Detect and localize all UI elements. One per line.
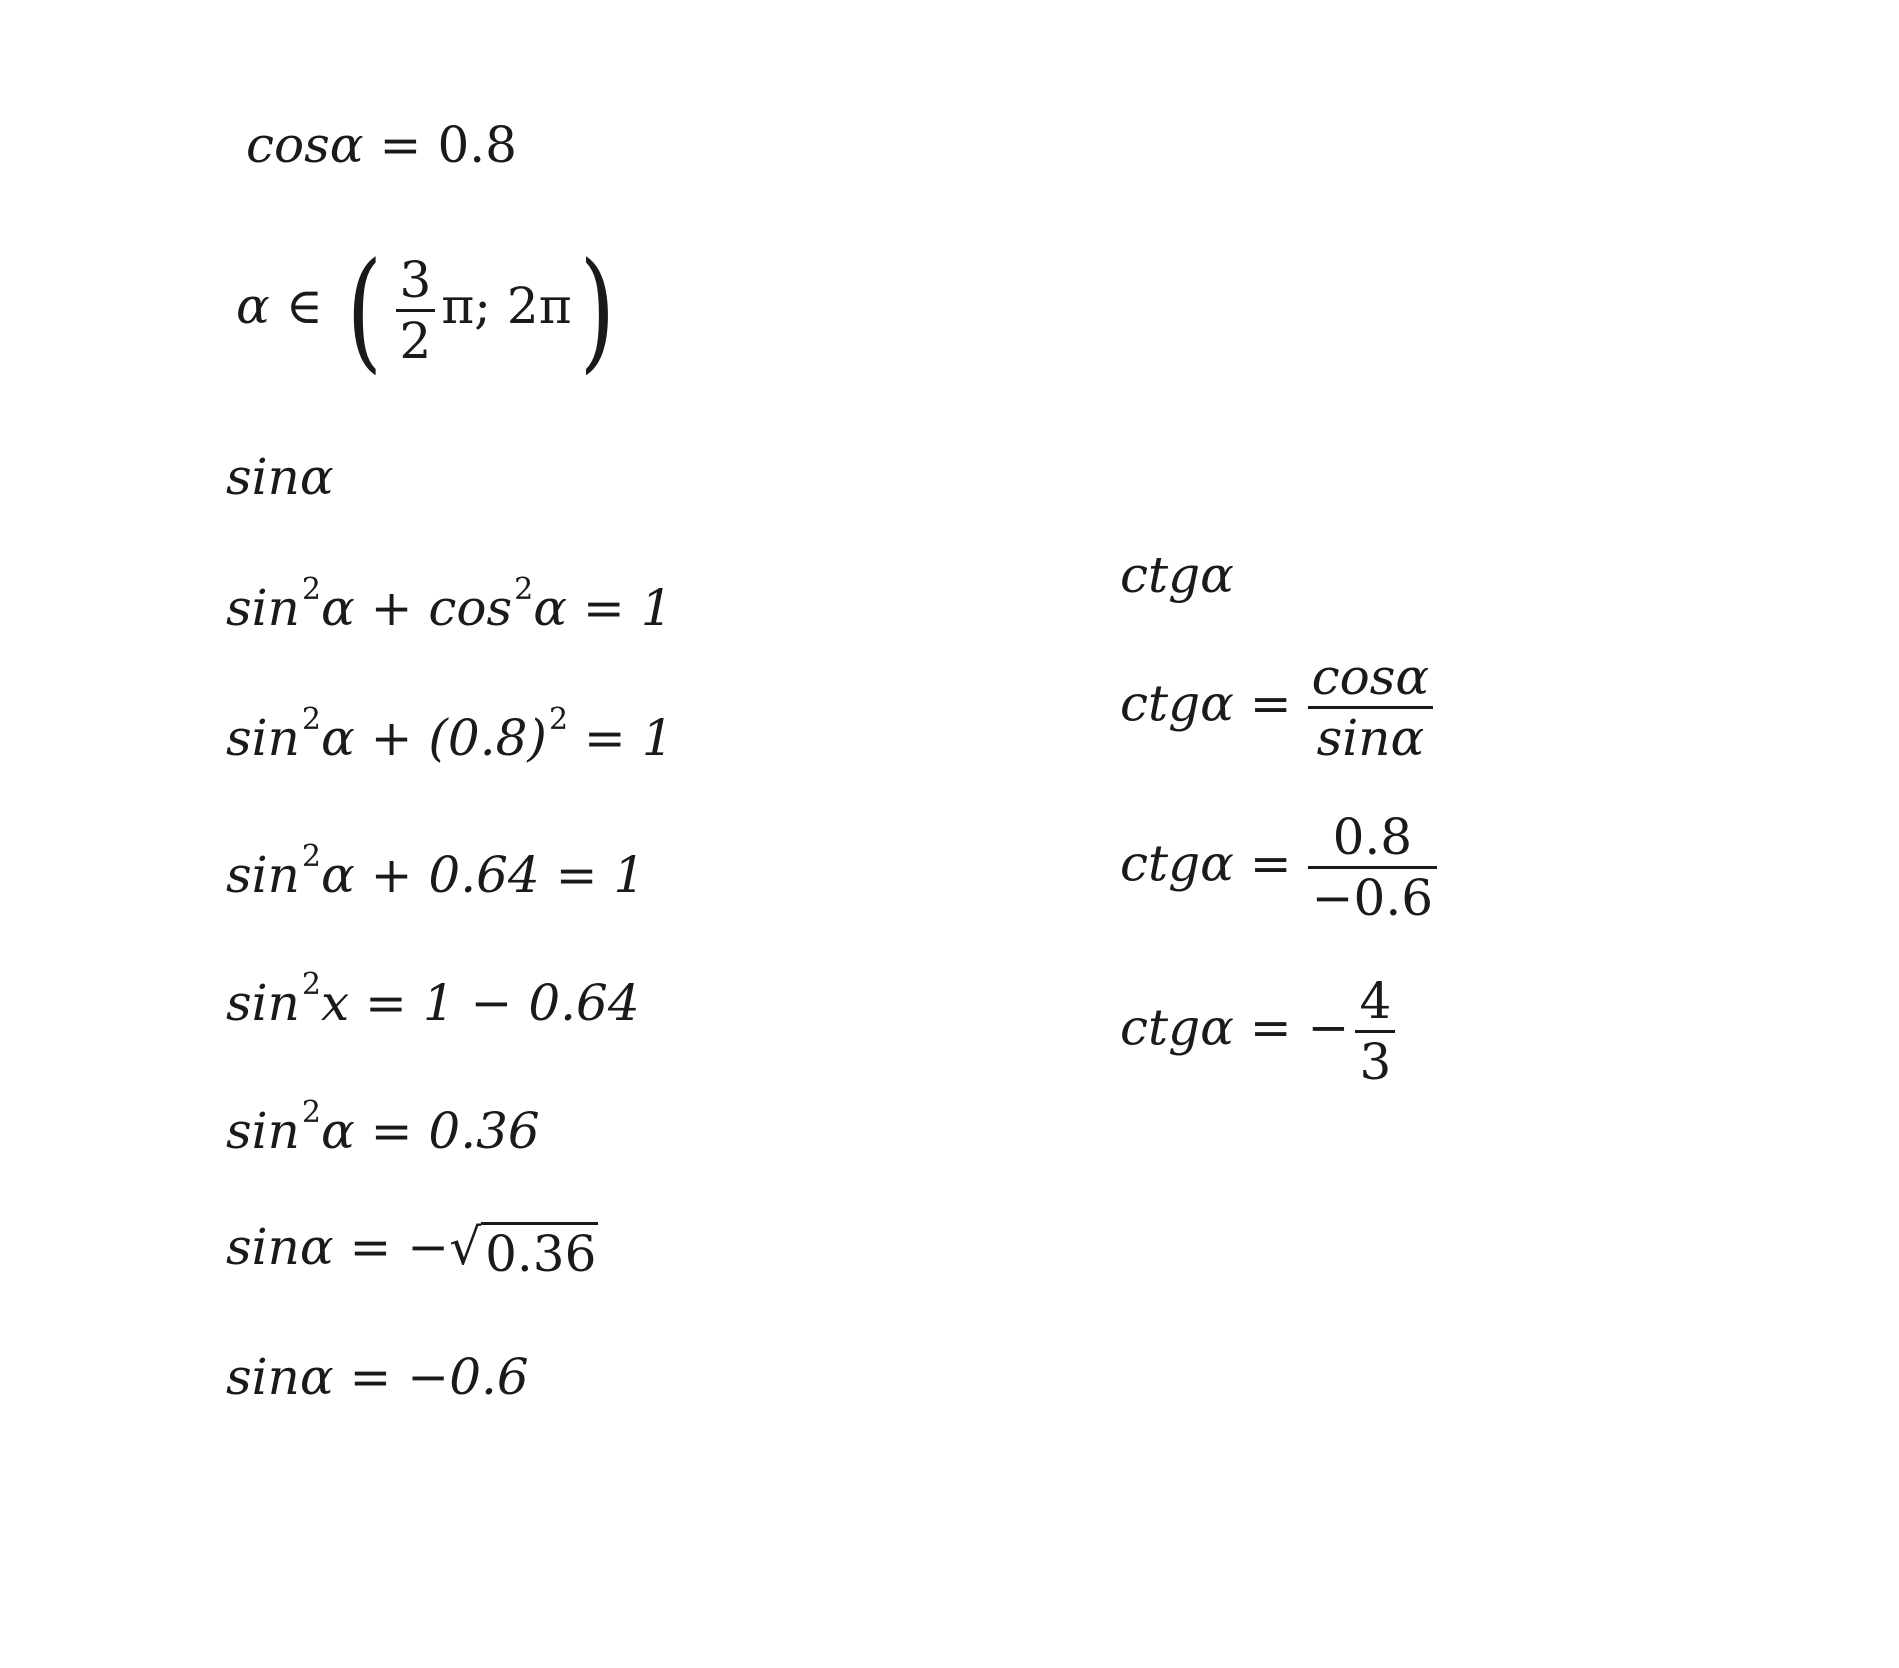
step1-part-c: = 1 — [568, 709, 674, 767]
ctg-result-lhs: ctgα = − — [1120, 998, 1350, 1057]
alpha-interval — [236, 234, 622, 386]
exponent: 2 — [301, 1095, 321, 1130]
step2-part-b: α + 0.64 = 1 — [320, 846, 646, 904]
right-paren: ) — [579, 234, 615, 386]
identity-part-a: sin — [226, 579, 300, 637]
find-ctg-label: ctgα — [1120, 546, 1234, 604]
element-of-sign: ∈ — [285, 277, 323, 335]
square-root — [449, 1218, 598, 1283]
radicand: 0.36 — [481, 1222, 598, 1279]
pythagorean-identity — [226, 572, 673, 637]
fraction-numerator: 0.8 — [1332, 808, 1413, 866]
exponent: 2 — [301, 967, 321, 1002]
exponent: 2 — [548, 702, 569, 737]
identity-part-b: α + cos — [320, 579, 513, 637]
cos-over-sin-fraction — [1308, 648, 1434, 767]
step3-part-b: x = 1 − 0.64 — [320, 974, 640, 1032]
sin-result: sinα = −0.6 — [226, 1348, 529, 1406]
three-halves-fraction — [396, 251, 436, 370]
fraction-denominator: −0.6 — [1311, 869, 1434, 927]
substitution-step-4 — [226, 1095, 540, 1160]
substitution-step-3 — [226, 967, 640, 1032]
exponent: 2 — [301, 839, 321, 874]
ctg-def-lhs: ctgα = — [1120, 674, 1292, 733]
step1-part-b: α + (0.8) — [320, 709, 547, 767]
radical-sign: √ — [449, 1218, 482, 1276]
step3-part-a: sin — [226, 974, 300, 1032]
substitution-step-2 — [226, 839, 646, 904]
identity-part-c: α = 1 — [533, 579, 673, 637]
four-thirds-fraction — [1355, 972, 1395, 1091]
ctg-substitution — [1120, 808, 1443, 927]
fraction-denominator: 2 — [399, 311, 432, 370]
cos-lhs: cosα — [246, 116, 364, 174]
equals-sign: = — [379, 116, 422, 174]
find-sin-label: sinα — [226, 448, 334, 506]
fraction-numerator: 4 — [1359, 972, 1392, 1030]
exponent: 2 — [301, 572, 321, 607]
exponent: 2 — [301, 702, 321, 737]
fraction-numerator: 3 — [399, 250, 432, 309]
square-root-step — [226, 1218, 598, 1283]
fraction-denominator: 3 — [1359, 1033, 1392, 1091]
left-paren: ( — [346, 234, 382, 386]
ctg-definition — [1120, 648, 1439, 767]
fraction-denominator: sinα — [1316, 709, 1425, 767]
step1-part-a: sin — [226, 709, 300, 767]
ctg-result — [1120, 972, 1401, 1091]
cos-value: 0.8 — [437, 116, 517, 174]
fraction-numerator: cosα — [1311, 648, 1430, 706]
step4-part-a: sin — [226, 1102, 300, 1160]
substitution-step-1 — [226, 702, 674, 767]
ctg-sub-lhs: ctgα = — [1120, 834, 1292, 893]
exponent: 2 — [514, 572, 534, 607]
numeric-fraction — [1308, 808, 1437, 927]
sqrt-step-lhs: sinα = − — [226, 1218, 450, 1276]
step2-part-a: sin — [226, 846, 300, 904]
interval-variable: α — [236, 277, 270, 335]
step4-part-b: α = 0.36 — [320, 1102, 540, 1160]
given-cos-equation — [246, 116, 517, 174]
interval-rest: π; 2π — [441, 277, 572, 335]
